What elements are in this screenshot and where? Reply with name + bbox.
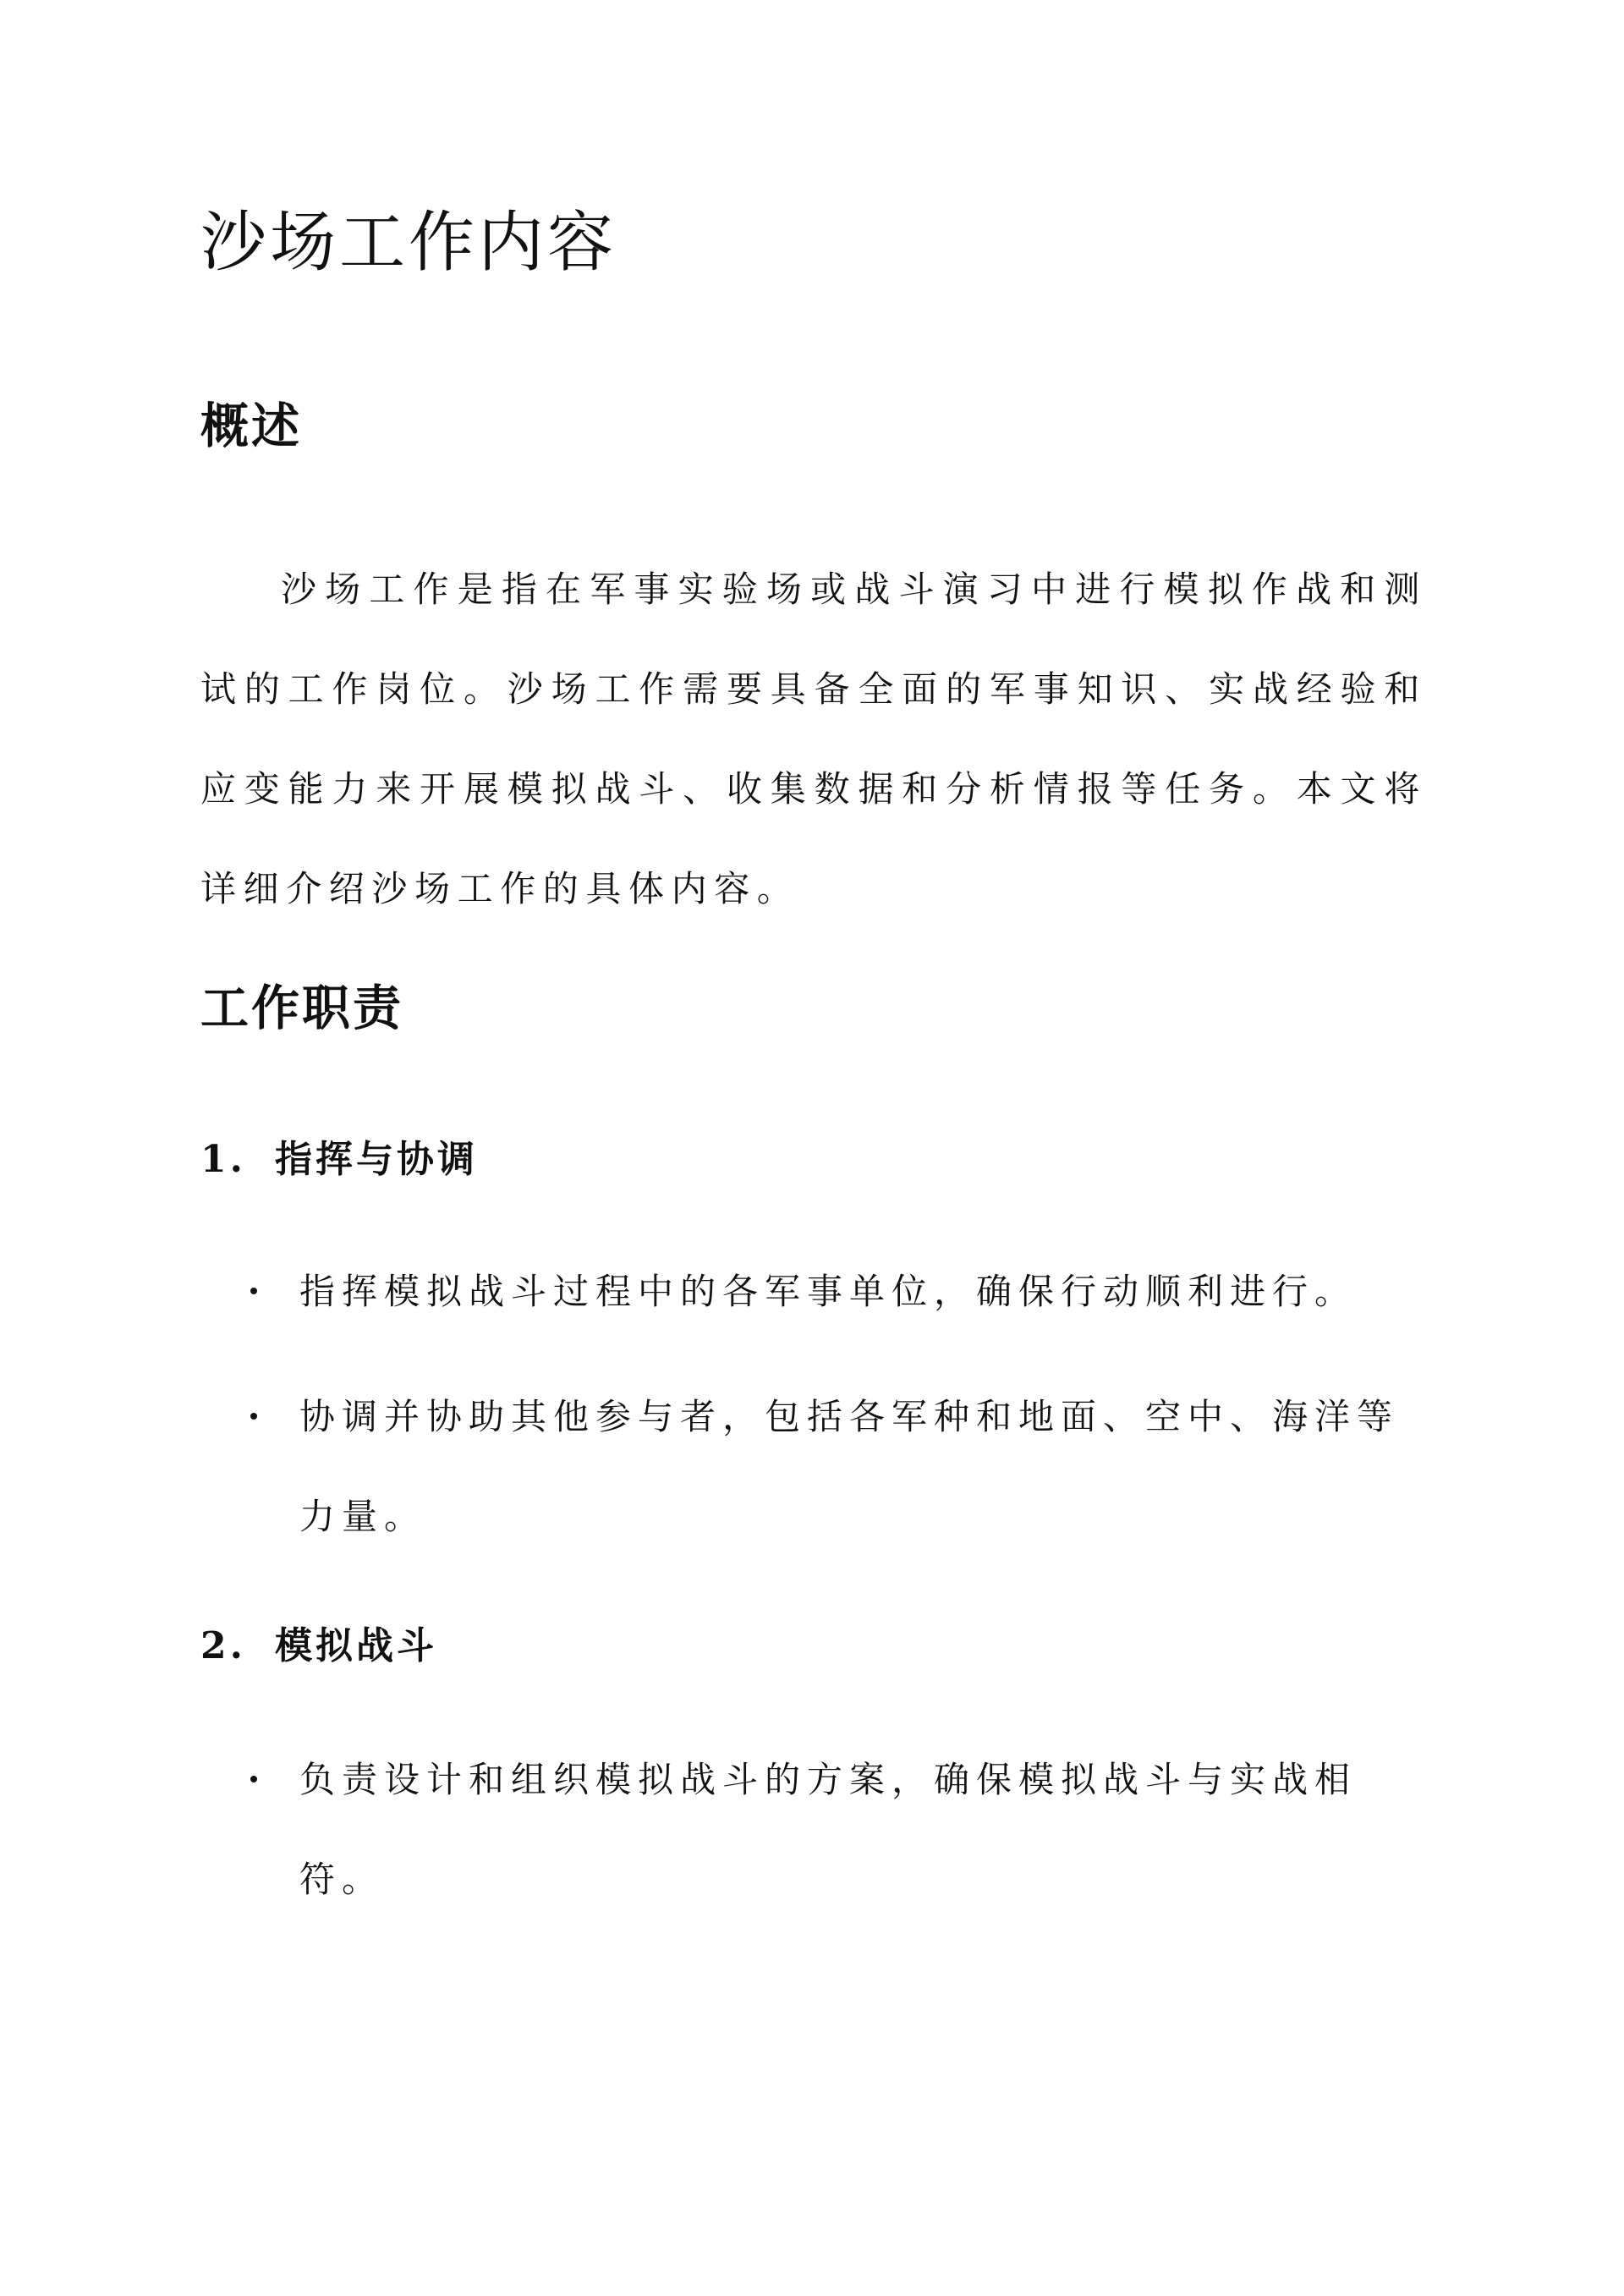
bullet-item xyxy=(250,1730,1401,1930)
bullet-dot-icon xyxy=(250,1776,257,1782)
section-heading-simulation xyxy=(200,1617,437,1676)
section-number: 2. xyxy=(200,1624,246,1667)
section-title: 模拟战斗 xyxy=(275,1624,437,1667)
bullet-item xyxy=(250,1367,1401,1567)
section-heading-command xyxy=(200,1130,478,1189)
bullet-text: 负责设计和组织模拟战斗的方案，确保模拟战斗与实战相符。 xyxy=(299,1759,1358,1900)
page-title: 沙场工作内容 xyxy=(200,205,617,281)
section-title: 指挥与协调 xyxy=(275,1138,478,1181)
bullet-text: 协调并协助其他参与者，包括各军种和地面、空中、海洋等力量。 xyxy=(299,1396,1400,1537)
section-number: 1. xyxy=(200,1138,246,1181)
bullet-dot-icon xyxy=(250,1288,257,1294)
bullet-dot-icon xyxy=(250,1413,257,1420)
overview-heading: 概述 xyxy=(200,398,302,454)
duties-heading: 工作职责 xyxy=(200,980,403,1036)
overview-paragraph: 沙场工作是指在军事实验场或战斗演习中进行模拟作战和测试的工作岗位。沙场工作需要具备全面的军事知识、实战经验和应变能力来开展模拟战斗、收集数据和分析情报等任务。本文将详细介绍沙场工作的具体内容。 xyxy=(200,569,1427,909)
bullet-item xyxy=(250,1242,1401,1342)
bullet-text: 指挥模拟战斗过程中的各军事单位，确保行动顺利进行。 xyxy=(299,1271,1358,1312)
